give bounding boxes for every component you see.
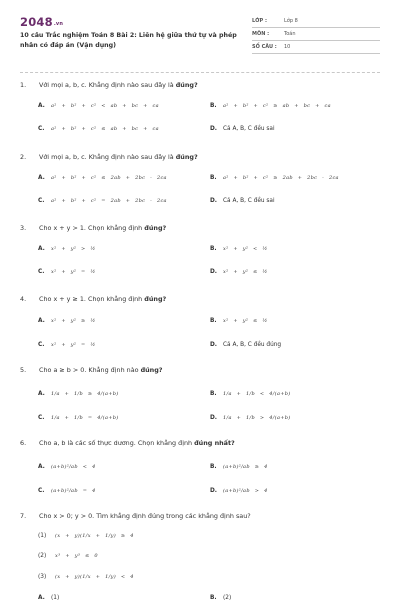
option-content: Cả A, B, C đều sai [223, 126, 275, 132]
header-divider [20, 72, 380, 73]
question-header [20, 223, 380, 233]
option-1d[interactable]: D. Cả A, B, C đều sai [210, 126, 275, 132]
option-content: (1) [51, 595, 60, 600]
meta-value: Toán [284, 31, 296, 37]
question-text: Với mọi a, b, c. Khẳng định nào sau đây là đúng? [39, 153, 198, 161]
option-content: x² + y² ≤ ½ [223, 269, 268, 275]
option-6c[interactable]: C. (a+b)²/ab = 4 [38, 488, 96, 494]
document-title: 10 câu Trắc nghiệm Toán 8 Bài 2: Liên hệ giữa thứ tự và phép nhân có đáp án (Vận dụng) [20, 32, 237, 49]
meta-row-count [252, 41, 380, 54]
option-content: (2) [223, 595, 232, 600]
option-content: x² + y² = ½ [51, 342, 96, 348]
option-6b[interactable]: B. (a+b)²/ab ≥ 4 [210, 464, 268, 470]
question-header [20, 365, 380, 375]
option-4b[interactable]: B. x² + y² ≤ ½ [210, 318, 268, 324]
option-2b[interactable]: B. a² + b² + c² ≥ 2ab + 2bc - 2ca [210, 175, 339, 181]
site-logo[interactable] [20, 15, 63, 29]
meta-key: SỐ CÂU : [252, 44, 277, 50]
logo-text: 2048 [20, 15, 53, 29]
option-content: a² + b² + c² ≤ 2ab + 2bc - 2ca [51, 175, 167, 181]
question-number: 5. [20, 366, 27, 374]
option-content: a² + b² + c² ≥ 2ab + 2bc - 2ca [223, 175, 339, 181]
question-4 [20, 294, 380, 304]
question-number: 4. [20, 295, 27, 303]
option-4c[interactable]: C. x² + y² = ½ [38, 342, 96, 348]
meta-key: MÔN : [252, 31, 270, 37]
option-content: 1/a + 1/b < 4/(a+b) [223, 391, 291, 397]
question-number: 2. [20, 153, 27, 161]
option-2c[interactable]: C. a² + b² + c² = 2ab + 2bc - 2ca [38, 198, 167, 204]
option-7b[interactable]: B. (2) [210, 595, 232, 600]
meta-value: Lớp 8 [284, 18, 298, 24]
option-content: Cả A, B, C đều đúng [223, 342, 282, 348]
question-2 [20, 152, 380, 162]
question-text: Cho a, b là các số thực dương. Chọn khẳng định đúng nhất? [39, 439, 235, 447]
option-content: a² + b² + c² ≥ ab + bc + ca [223, 103, 331, 109]
option-5b[interactable]: B. 1/a + 1/b < 4/(a+b) [210, 391, 291, 397]
option-5d[interactable]: D. 1/a + 1/b > 4/(a+b) [210, 415, 291, 421]
option-6d[interactable]: D. (a+b)²/ab > 4 [210, 488, 268, 494]
option-content: Cả A, B, C đều sai [223, 198, 275, 204]
option-content: (a+b)²/ab = 4 [51, 488, 96, 494]
question-text: Cho x + y ≥ 1. Chọn khẳng định đúng? [39, 295, 167, 303]
option-content: (a+b)²/ab < 4 [51, 464, 96, 470]
question-header [20, 152, 380, 162]
question-header [20, 80, 380, 90]
question-text: Cho a ≥ b > 0. Khẳng định nào đúng? [39, 366, 163, 374]
option-2a[interactable]: A. a² + b² + c² ≤ 2ab + 2bc - 2ca [38, 175, 167, 181]
option-content: x² + y² ≥ ½ [51, 318, 96, 324]
question-header [20, 294, 380, 304]
option-3d[interactable]: D. x² + y² ≤ ½ [210, 269, 268, 275]
option-1b[interactable]: B. a² + b² + c² ≥ ab + bc + ca [210, 103, 331, 109]
question-number: 7. [20, 512, 27, 520]
question-header [20, 511, 380, 521]
option-content: (a+b)²/ab ≥ 4 [223, 464, 268, 470]
meta-key: LỚP : [252, 18, 267, 24]
option-content: x² + y² ≤ ½ [223, 318, 268, 324]
option-content: a² + b² + c² < ab + bc + ca [51, 103, 159, 109]
statement-1: (1) (x + y)(1/x + 1/y) ≥ 4 [38, 533, 134, 539]
option-1c[interactable]: C. a² + b² + c² ≤ ab + bc + ca [38, 126, 159, 132]
option-3c[interactable]: C. x² + y² = ½ [38, 269, 96, 275]
statement-2: (2) x³ + y³ ≤ 0 [38, 553, 98, 559]
question-header [20, 438, 380, 448]
question-number: 1. [20, 81, 27, 89]
statement-content: (x + y)(1/x + 1/y) < 4 [55, 574, 134, 580]
question-3 [20, 223, 380, 233]
option-6a[interactable]: A. (a+b)²/ab < 4 [38, 464, 96, 470]
option-5a[interactable]: A. 1/a + 1/b ≥ 4/(a+b) [38, 391, 119, 397]
option-content: (a+b)²/ab > 4 [223, 488, 268, 494]
option-content: 1/a + 1/b > 4/(a+b) [223, 415, 291, 421]
statement-3: (3) (x + y)(1/x + 1/y) < 4 [38, 574, 134, 580]
option-content: a² + b² + c² = 2ab + 2bc - 2ca [51, 198, 167, 204]
option-content: 1/a + 1/b = 4/(a+b) [51, 415, 119, 421]
option-content: x² + y² < ½ [223, 246, 268, 252]
question-6 [20, 438, 380, 448]
option-3b[interactable]: B. x² + y² < ½ [210, 246, 268, 252]
question-text: Với mọi a, b, c. Khẳng định nào sau đây là đúng? [39, 81, 198, 89]
option-1a[interactable]: A. a² + b² + c² < ab + bc + ca [38, 103, 159, 109]
option-content: 1/a + 1/b ≥ 4/(a+b) [51, 391, 119, 397]
option-3a[interactable]: A. x² + y² > ½ [38, 246, 96, 252]
question-number: 3. [20, 224, 27, 232]
option-content: x² + y² = ½ [51, 269, 96, 275]
question-number: 6. [20, 439, 27, 447]
option-content: x² + y² > ½ [51, 246, 96, 252]
option-2d[interactable]: D. Cả A, B, C đều sai [210, 198, 275, 204]
question-7 [20, 511, 380, 521]
page-header [0, 0, 400, 64]
question-5 [20, 365, 380, 375]
statement-content: x³ + y³ ≤ 0 [55, 553, 98, 559]
option-content: a² + b² + c² ≤ ab + bc + ca [51, 126, 159, 132]
statement-content: (x + y)(1/x + 1/y) ≥ 4 [55, 533, 134, 539]
meta-row-subject [252, 28, 380, 41]
option-5c[interactable]: C. 1/a + 1/b = 4/(a+b) [38, 415, 119, 421]
option-7a[interactable]: A. (1) [38, 595, 60, 600]
question-1 [20, 80, 380, 90]
meta-row-class [252, 15, 380, 28]
logo-tld: .vn [53, 21, 64, 27]
question-text: Cho x + y > 1. Chọn khẳng định đúng? [39, 224, 167, 232]
meta-value: 10 [284, 44, 291, 50]
option-4a[interactable]: A. x² + y² ≥ ½ [38, 318, 96, 324]
meta-info-box [252, 15, 380, 54]
question-text: Cho x > 0; y > 0. Tìm khẳng định đúng trong các khẳng định sau? [39, 512, 251, 520]
option-4d[interactable]: D. Cả A, B, C đều đúng [210, 342, 282, 348]
